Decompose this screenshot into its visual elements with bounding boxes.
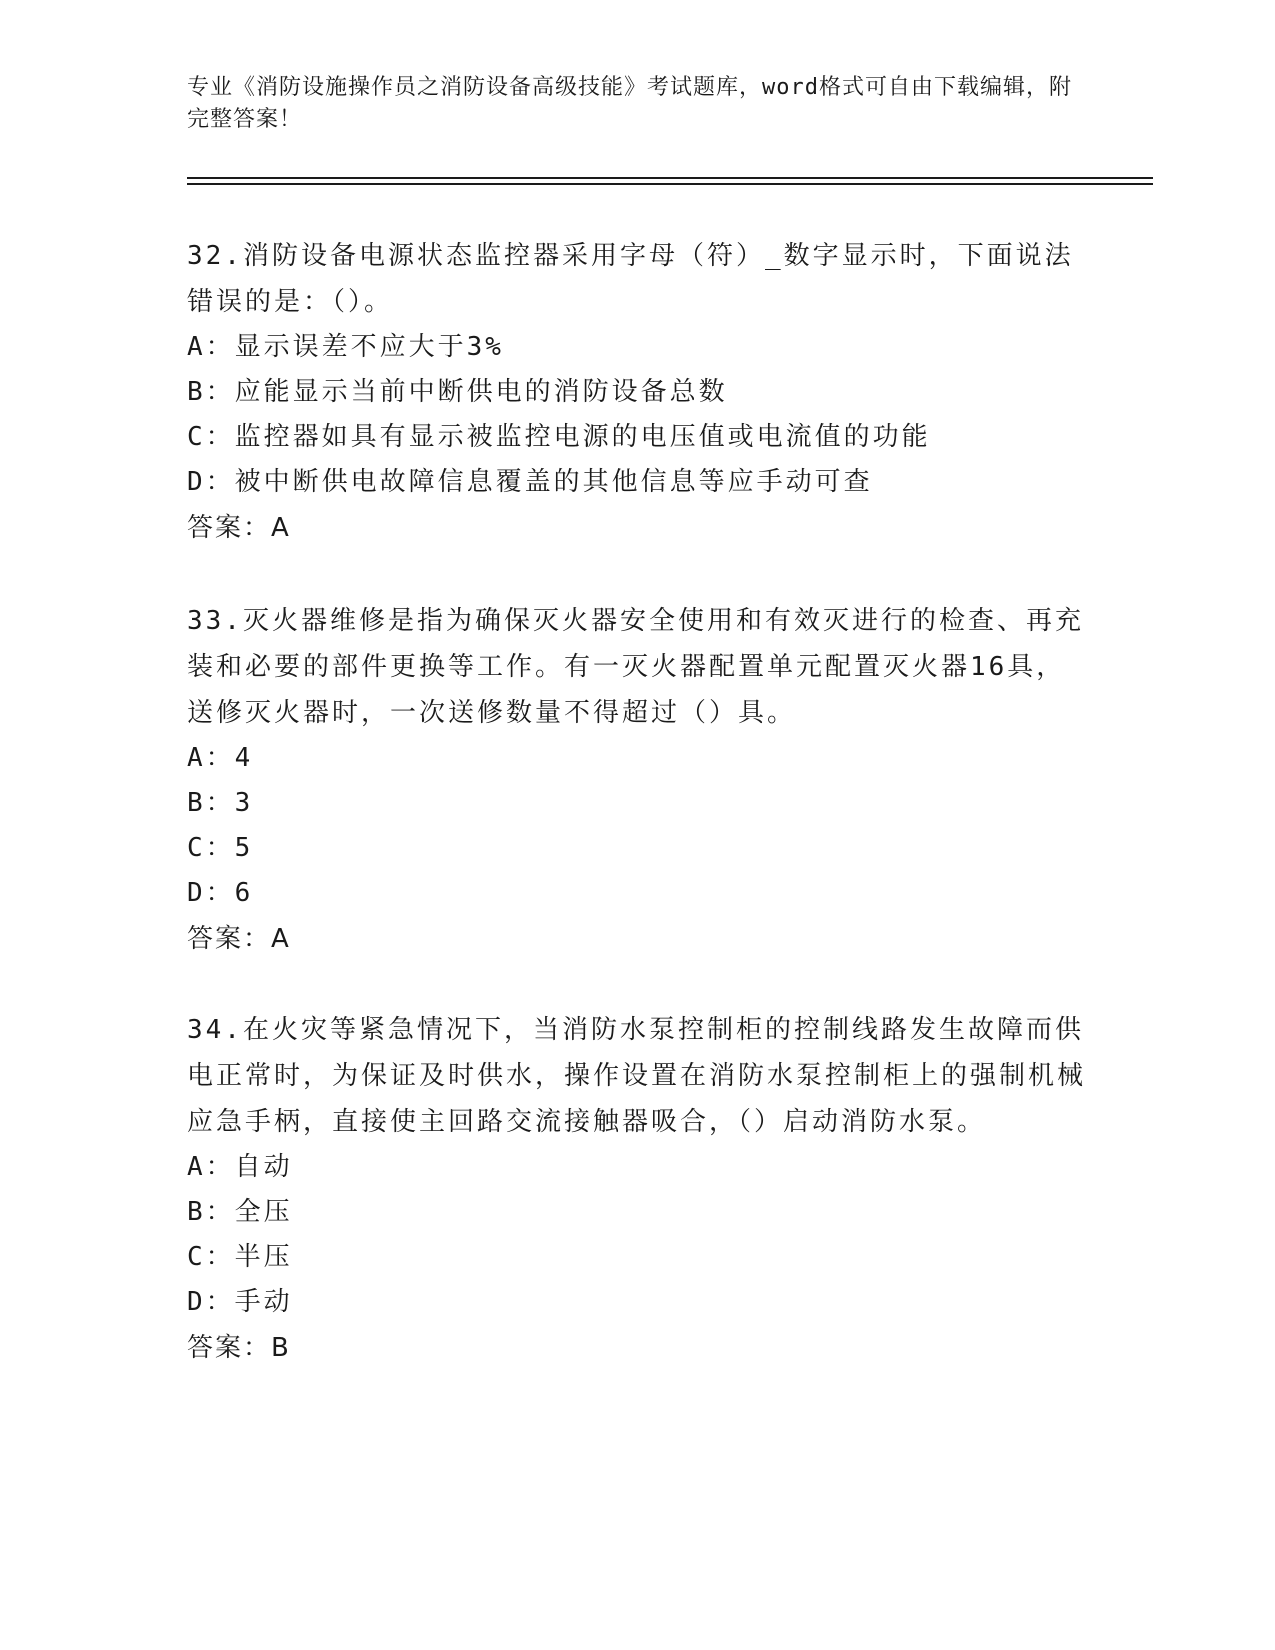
answer-line: 答案：A [187, 513, 291, 543]
option-d: D：手动 [187, 1287, 293, 1317]
header-divider-bottom [187, 183, 1153, 185]
document-header: 专业《消防设施操作员之消防设备高级技能》考试题库，word格式可自由下载编辑，附完整答案！ [187, 75, 1072, 132]
option-a: A：4 [187, 743, 254, 773]
option-d: D：6 [187, 878, 254, 908]
question-32 [187, 233, 1087, 551]
header-divider-top [187, 177, 1153, 179]
question-stem: 34.在火灾等紧急情况下，当消防水泵控制柜的控制线路发生故障而供电正常时，为保证及时供水，操作设置在消防水泵控制柜上的强制机械应急手柄，直接使主回路交流接触器吸合，（）启动消防水泵。 [187, 1015, 1087, 1137]
option-b: B：全压 [187, 1197, 293, 1227]
option-a: A：自动 [187, 1152, 293, 1182]
option-b: B：应能显示当前中断供电的消防设备总数 [187, 377, 728, 407]
option-a: A：显示误差不应大于3% [187, 332, 504, 362]
option-c: C：5 [187, 833, 254, 863]
option-d: D：被中断供电故障信息覆盖的其他信息等应手动可查 [187, 467, 873, 497]
question-stem: 32.消防设备电源状态监控器采用字母（符）_数字显示时，下面说法错误的是：（）。 [187, 241, 1074, 317]
question-stem: 33.灭火器维修是指为确保灭火器安全使用和有效灭进行的检查、再充装和必要的部件更换等工作。有一灭火器配置单元配置灭火器16具，送修灭火器时，一次送修数量不得超过（）具。 [187, 606, 1084, 728]
option-c: C：监控器如具有显示被监控电源的电压值或电流值的功能 [187, 422, 931, 452]
option-c: C：半压 [187, 1242, 293, 1272]
answer-line: 答案：A [187, 924, 291, 954]
question-33 [187, 598, 1087, 962]
question-34 [187, 1007, 1087, 1371]
option-b: B：3 [187, 788, 254, 818]
answer-line: 答案：B [187, 1333, 291, 1363]
